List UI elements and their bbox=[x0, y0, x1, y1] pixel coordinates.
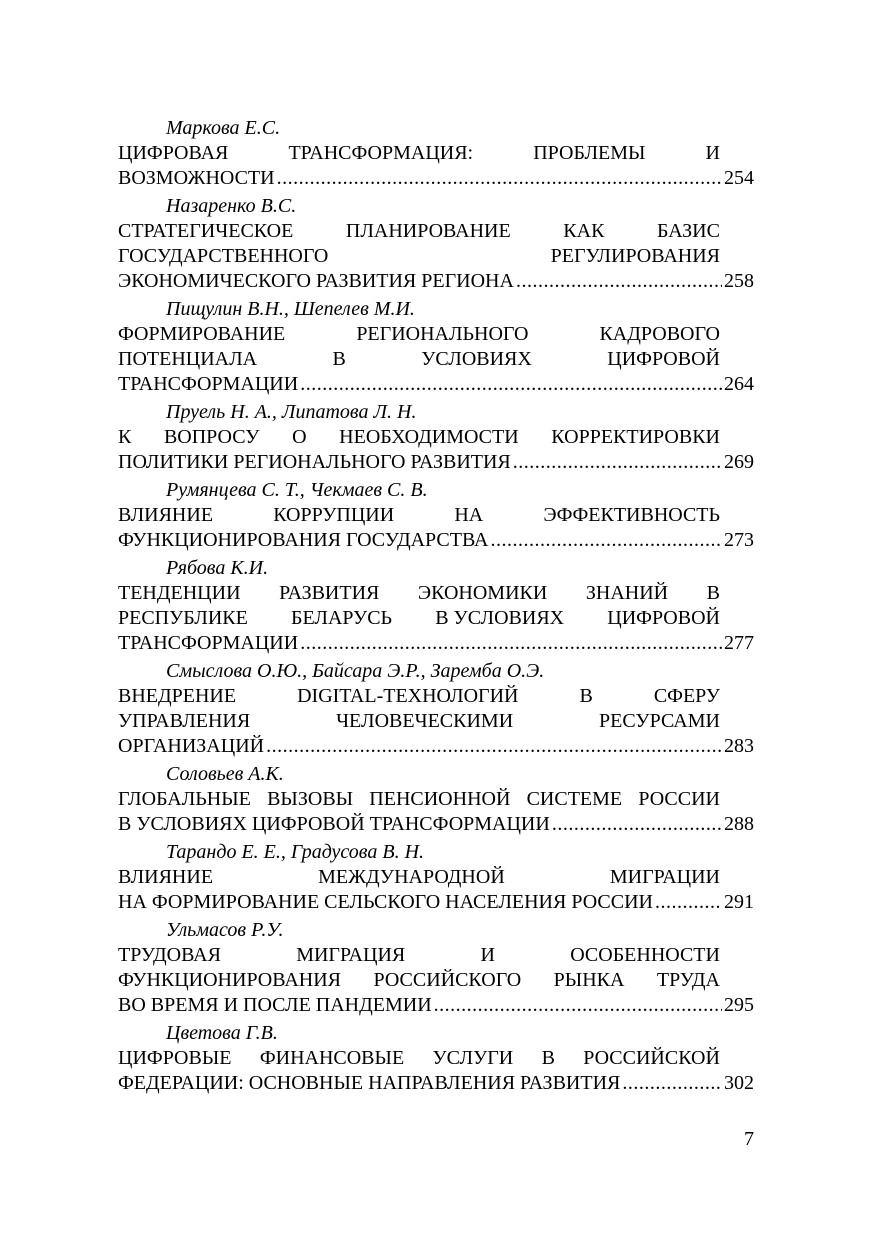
toc-entry-page: 269 bbox=[724, 451, 754, 473]
toc-entry-title-line bbox=[118, 219, 720, 244]
toc-entry-title-last-line bbox=[118, 812, 754, 837]
toc-entry bbox=[118, 116, 754, 191]
toc-entry-title-end: ВОЗМОЖНОСТИ bbox=[118, 167, 275, 189]
toc-entry-title-line bbox=[118, 787, 720, 812]
title-word: ВЫЗОВЫ bbox=[267, 788, 354, 810]
title-word: ФОРМИРОВАНИЕ bbox=[118, 323, 286, 345]
toc-entry-author: Соловьев А.К. bbox=[166, 763, 284, 785]
toc-entry-title-end: НА ФОРМИРОВАНИЕ СЕЛЬСКОГО НАСЕЛЕНИЯ РОССИИ bbox=[118, 891, 653, 913]
title-word: РОССИЙСКОГО bbox=[373, 969, 522, 991]
title-word: БАЗИС bbox=[657, 220, 720, 242]
toc-entry-title-last-line bbox=[118, 450, 754, 475]
toc-entry-title-line bbox=[118, 347, 720, 372]
title-word: СФЕРУ bbox=[653, 685, 720, 707]
title-word: БЕЛАРУСЬ bbox=[290, 607, 393, 629]
toc-entry-author: Румянцева С. Т., Чекмаев С. В. bbox=[166, 479, 428, 501]
toc-entry-title-end: ВО ВРЕМЯ И ПОСЛЕ ПАНДЕМИИ bbox=[118, 994, 432, 1016]
title-word: ТРАНСФОРМАЦИЯ: bbox=[288, 142, 474, 164]
toc-entry-title-line bbox=[118, 865, 720, 890]
toc-entry-title-end: ФЕДЕРАЦИИ: ОСНОВНЫЕ НАПРАВЛЕНИЯ РАЗВИТИЯ bbox=[118, 1072, 621, 1094]
title-word: ЭКОНОМИКИ bbox=[417, 582, 548, 604]
toc-entry-title-line bbox=[118, 581, 720, 606]
title-word: УПРАВЛЕНИЯ bbox=[118, 710, 251, 732]
title-word: ТРУДОВАЯ bbox=[118, 944, 221, 966]
toc-entry-title-end: ФУНКЦИОНИРОВАНИЯ ГОСУДАРСТВА bbox=[118, 529, 489, 551]
toc-entry-page: 254 bbox=[724, 167, 754, 189]
toc-entry-title-end: ОРГАНИЗАЦИЙ bbox=[118, 735, 265, 757]
title-word: ПОТЕНЦИАЛА bbox=[118, 348, 258, 370]
title-word: РЫНКА bbox=[553, 969, 625, 991]
toc-entry-title-last-line bbox=[118, 269, 754, 294]
dot-leader bbox=[513, 450, 722, 475]
title-word: УСЛУГИ bbox=[432, 1047, 514, 1069]
toc-entry-title-last-line bbox=[118, 166, 754, 191]
toc-entry-page: 291 bbox=[724, 891, 754, 913]
toc-entry-title-last-line bbox=[118, 993, 754, 1018]
title-word: ЗНАНИЙ bbox=[585, 582, 669, 604]
toc-entry-author: Ульмасов Р.У. bbox=[166, 919, 284, 941]
title-word: ВОПРОСУ bbox=[163, 426, 260, 448]
title-word: СТРАТЕГИЧЕСКОЕ bbox=[118, 220, 294, 242]
dot-leader bbox=[491, 528, 723, 553]
toc-entry bbox=[118, 297, 754, 397]
toc-entry-title-line bbox=[118, 322, 720, 347]
dot-leader bbox=[655, 890, 722, 915]
toc-entry bbox=[118, 400, 754, 475]
title-word: РЕСПУБЛИКЕ bbox=[118, 607, 248, 629]
title-word: ВЛИЯНИЕ bbox=[118, 504, 214, 526]
toc-entry-title-last-line bbox=[118, 528, 754, 553]
toc-entry-title-line bbox=[118, 968, 720, 993]
title-word: ГЛОБАЛЬНЫЕ bbox=[118, 788, 251, 810]
toc-entry-author: Смыслова О.Ю., Байсара Э.Р., Заремба О.Э. bbox=[166, 660, 545, 682]
toc-entry-title-line bbox=[118, 244, 720, 269]
title-word: РЕГУЛИРОВАНИЯ bbox=[550, 245, 720, 267]
toc-entry-author: Пищулин В.Н., Шепелев М.И. bbox=[166, 298, 415, 320]
title-word: ВНЕДРЕНИЕ bbox=[118, 685, 237, 707]
dot-leader bbox=[622, 1071, 722, 1096]
title-word: КАДРОВОГО bbox=[599, 323, 720, 345]
title-word: О bbox=[292, 426, 307, 448]
title-word: РАЗВИТИЯ bbox=[279, 582, 380, 604]
toc-entry-page: 258 bbox=[724, 270, 754, 292]
toc-entry-author: Тарандо Е. Е., Градусова В. Н. bbox=[166, 841, 425, 863]
dot-leader bbox=[266, 734, 722, 759]
dot-leader bbox=[434, 993, 722, 1018]
title-word: МИГРАЦИИ bbox=[609, 866, 720, 888]
title-word: ПРОБЛЕМЫ bbox=[533, 142, 646, 164]
title-word: ПЛАНИРОВАНИЕ bbox=[345, 220, 511, 242]
toc-entry bbox=[118, 659, 754, 759]
toc-entry bbox=[118, 194, 754, 294]
title-word: КОРРУПЦИИ bbox=[273, 504, 395, 526]
title-word: ТРУДА bbox=[656, 969, 720, 991]
title-word: В bbox=[706, 582, 720, 604]
title-word: DIGITAL-ТЕХНОЛОГИЙ bbox=[297, 685, 519, 707]
title-word: ОСОБЕННОСТИ bbox=[570, 944, 720, 966]
toc-entry-title-line bbox=[118, 684, 720, 709]
title-word: ЧЕЛОВЕЧЕСКИМИ bbox=[336, 710, 514, 732]
toc-entry bbox=[118, 478, 754, 553]
toc-entry-page: 264 bbox=[724, 373, 754, 395]
title-word: И bbox=[705, 142, 720, 164]
toc-entry-author: Назаренко В.С. bbox=[166, 195, 297, 217]
title-word: К bbox=[118, 426, 132, 448]
toc-entry bbox=[118, 1021, 754, 1096]
toc-entry-title-end: ТРАНСФОРМАЦИИ bbox=[118, 373, 299, 395]
toc-entry-title-line bbox=[118, 425, 720, 450]
title-word: ЦИФРОВЫЕ bbox=[118, 1047, 232, 1069]
toc-entry-title-end: ПОЛИТИКИ РЕГИОНАЛЬНОГО РАЗВИТИЯ bbox=[118, 451, 511, 473]
title-word: В bbox=[579, 685, 593, 707]
toc-entry-title-line bbox=[118, 141, 720, 166]
title-word: РЕСУРСАМИ bbox=[599, 710, 720, 732]
title-word: ЦИФРОВАЯ bbox=[118, 142, 229, 164]
toc-entry-title-end: ТРАНСФОРМАЦИИ bbox=[118, 632, 299, 654]
toc-entry bbox=[118, 918, 754, 1018]
title-word: РОССИЙСКОЙ bbox=[583, 1047, 720, 1069]
title-word: РЕГИОНАЛЬНОГО bbox=[356, 323, 529, 345]
toc-entry-author: Пруель Н. А., Липатова Л. Н. bbox=[166, 401, 417, 423]
toc-entry-title-end: В УСЛОВИЯХ ЦИФРОВОЙ ТРАНСФОРМАЦИИ bbox=[118, 813, 550, 835]
toc-entry-page: 273 bbox=[724, 529, 754, 551]
toc-entry-author: Маркова Е.С. bbox=[166, 117, 281, 139]
dot-leader bbox=[277, 166, 722, 191]
title-word: ЭФФЕКТИВНОСТЬ bbox=[543, 504, 720, 526]
title-word: В bbox=[332, 348, 346, 370]
title-word: РОССИИ bbox=[638, 788, 720, 810]
title-word: ФУНКЦИОНИРОВАНИЯ bbox=[118, 969, 341, 991]
title-word: НЕОБХОДИМОСТИ bbox=[339, 426, 519, 448]
toc-entry-title-last-line bbox=[118, 372, 754, 397]
toc-entry-page: 295 bbox=[724, 994, 754, 1016]
page-number: 7 bbox=[744, 1128, 754, 1150]
title-word: ЦИФРОВОЙ bbox=[607, 607, 720, 629]
table-of-contents bbox=[118, 116, 754, 1099]
toc-entry bbox=[118, 840, 754, 915]
title-word: ПЕНСИОННОЙ bbox=[369, 788, 511, 810]
title-word: В УСЛОВИЯХ bbox=[435, 607, 565, 629]
toc-entry-page: 283 bbox=[724, 735, 754, 757]
toc-entry-page: 302 bbox=[724, 1072, 754, 1094]
title-word: И bbox=[480, 944, 495, 966]
toc-entry-title-line bbox=[118, 606, 720, 631]
toc-entry-title-line bbox=[118, 943, 720, 968]
title-word: МЕЖДУНАРОДНОЙ bbox=[318, 866, 505, 888]
dot-leader bbox=[300, 631, 722, 656]
title-word: ВЛИЯНИЕ bbox=[118, 866, 214, 888]
title-word: ЦИФРОВОЙ bbox=[607, 348, 720, 370]
toc-entry-author: Цветова Г.В. bbox=[166, 1022, 278, 1044]
toc-entry-title-end: ЭКОНОМИЧЕСКОГО РАЗВИТИЯ РЕГИОНА bbox=[118, 270, 514, 292]
dot-leader bbox=[516, 269, 722, 294]
toc-entry-author: Рябова К.И. bbox=[166, 557, 269, 579]
title-word: СИСТЕМЕ bbox=[526, 788, 623, 810]
title-word: ФИНАНСОВЫЕ bbox=[259, 1047, 405, 1069]
toc-entry-title-last-line bbox=[118, 631, 754, 656]
dot-leader bbox=[300, 372, 722, 397]
title-word: В bbox=[541, 1047, 555, 1069]
toc-entry bbox=[118, 762, 754, 837]
toc-entry-title-line bbox=[118, 503, 720, 528]
toc-entry-page: 277 bbox=[724, 632, 754, 654]
toc-entry bbox=[118, 556, 754, 656]
toc-entry-title-line bbox=[118, 1046, 720, 1071]
title-word: ТЕНДЕНЦИИ bbox=[118, 582, 241, 604]
title-word: УСЛОВИЯХ bbox=[421, 348, 532, 370]
toc-entry-title-line bbox=[118, 709, 720, 734]
title-word: НА bbox=[454, 504, 484, 526]
toc-entry-page: 288 bbox=[724, 813, 754, 835]
toc-entry-title-last-line bbox=[118, 734, 754, 759]
title-word: КАК bbox=[563, 220, 605, 242]
dot-leader bbox=[552, 812, 722, 837]
toc-entry-title-last-line bbox=[118, 890, 754, 915]
toc-entry-title-last-line bbox=[118, 1071, 754, 1096]
title-word: ГОСУДАРСТВЕННОГО bbox=[118, 245, 329, 267]
title-word: МИГРАЦИЯ bbox=[296, 944, 406, 966]
title-word: КОРРЕКТИРОВКИ bbox=[551, 426, 720, 448]
